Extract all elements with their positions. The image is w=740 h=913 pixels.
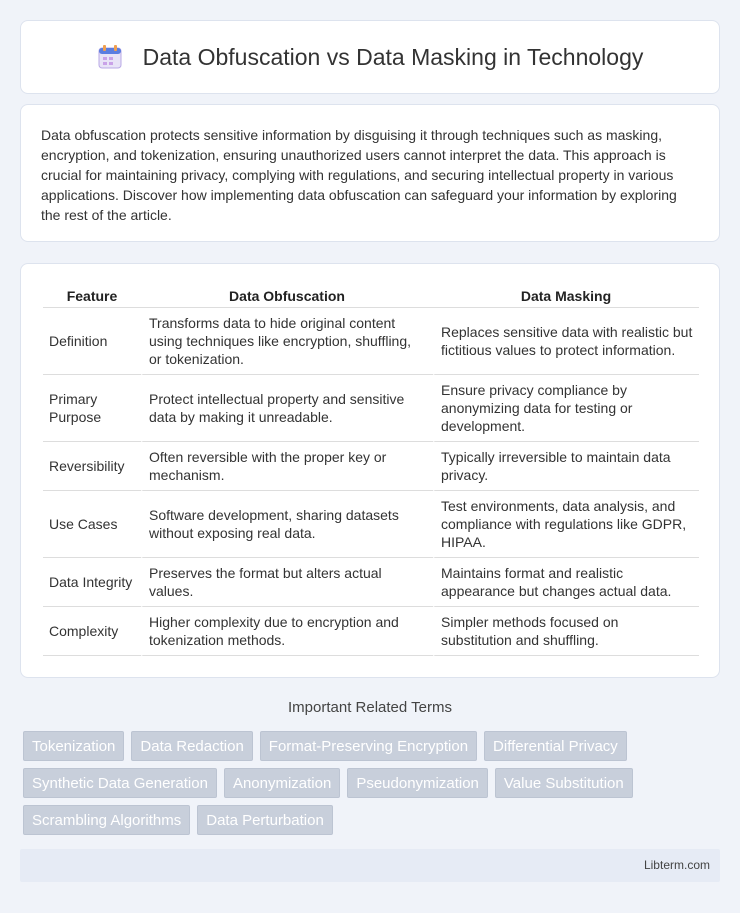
tag-scrambling-algorithms[interactable]: Scrambling Algorithms — [23, 805, 190, 835]
row-feature: Primary Purpose — [43, 375, 141, 442]
tag-pseudonymization[interactable]: Pseudonymization — [347, 768, 488, 798]
row-masking: Maintains format and realistic appearance but changes actual data. — [433, 558, 699, 607]
page-title: Data Obfuscation vs Data Masking in Technology — [142, 43, 644, 70]
comparison-table — [43, 284, 699, 656]
tag-value-substitution[interactable]: Value Substitution — [495, 768, 633, 798]
header-masking: Data Masking — [433, 284, 699, 308]
row-obfuscation: Preserves the format but alters actual values. — [141, 558, 433, 607]
comparison-card — [20, 263, 720, 678]
tag-tokenization[interactable]: Tokenization — [23, 731, 124, 761]
header-feature: Feature — [43, 284, 141, 308]
row-obfuscation: Protect intellectual property and sensitive data by making it unreadable. — [141, 375, 433, 442]
tag-synthetic-data-generation[interactable]: Synthetic Data Generation — [23, 768, 217, 798]
table-row — [43, 375, 699, 442]
tag-format-preserving-encryption[interactable]: Format-Preserving Encryption — [260, 731, 477, 761]
row-obfuscation: Often reversible with the proper key or mechanism. — [141, 442, 433, 491]
intro-text: Data obfuscation protects sensitive information by disguising it through techniques such as masking, encryption, and tokenization, ensuring unauthorized users cannot interpret the data. This approach is crucial for maintaining privacy, complying with regulations, and securing intellectual property in various applications. Discover how implementing data obfuscation can safeguard your information by exploring the rest of the article. — [41, 127, 677, 223]
table-row — [43, 308, 699, 375]
row-feature: Data Integrity — [43, 558, 141, 607]
row-feature: Use Cases — [43, 491, 141, 558]
row-feature: Reversibility — [43, 442, 141, 491]
row-masking: Replaces sensitive data with realistic but fictitious values to protect information. — [433, 308, 699, 375]
footer-site-link[interactable]: Libterm.com — [643, 858, 710, 872]
footer — [20, 849, 720, 882]
header-obfuscation: Data Obfuscation — [141, 284, 433, 308]
related-terms-list — [23, 731, 723, 835]
table-row — [43, 558, 699, 607]
table-row — [43, 442, 699, 491]
row-masking: Ensure privacy compliance by anonymizing data for testing or development. — [433, 375, 699, 442]
tag-data-perturbation[interactable]: Data Perturbation — [197, 805, 333, 835]
row-feature: Definition — [43, 308, 141, 375]
row-obfuscation: Transforms data to hide original content using techniques like encryption, shuffling, or tokenization. — [141, 308, 433, 375]
row-obfuscation: Higher complexity due to encryption and tokenization methods. — [141, 607, 433, 656]
table-row — [43, 607, 699, 656]
related-terms-title: Important Related Terms — [288, 699, 452, 716]
row-obfuscation: Software development, sharing datasets without exposing real data. — [141, 491, 433, 558]
row-masking: Typically irreversible to maintain data privacy. — [433, 442, 699, 491]
tag-differential-privacy[interactable]: Differential Privacy — [484, 731, 627, 761]
intro-card — [20, 104, 720, 242]
tag-anonymization[interactable]: Anonymization — [224, 768, 340, 798]
tag-data-redaction[interactable]: Data Redaction — [131, 731, 252, 761]
calendar-icon — [97, 44, 123, 70]
table-header-row — [43, 284, 699, 308]
row-feature: Complexity — [43, 607, 141, 656]
row-masking: Test environments, data analysis, and compliance with regulations like GDPR, HIPAA. — [433, 491, 699, 558]
row-masking: Simpler methods focused on substitution and shuffling. — [433, 607, 699, 656]
header-card — [20, 20, 720, 94]
table-row — [43, 491, 699, 558]
